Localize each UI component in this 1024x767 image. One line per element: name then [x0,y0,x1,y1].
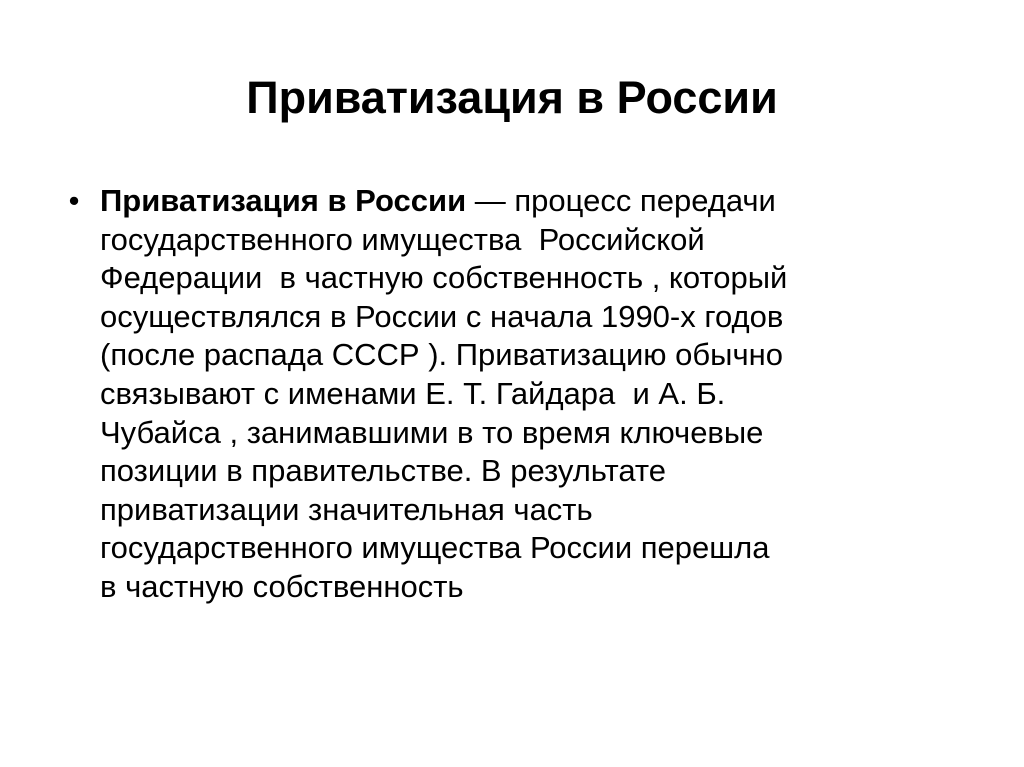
bullet-line: позиции в правительстве. В результате [100,453,667,489]
slide-content [60,182,980,607]
bullet-line: Чубайса , занимавшими в то время ключевые [100,414,764,450]
bullet-line: Федерации в частную собственность , который [100,260,788,296]
bullet-line: связывают с именами Е. Т. Гайдара и А. Б. [100,375,726,411]
slide-title: Приватизация в России [246,72,778,123]
bullet-line: осуществлялся в России с начала 1990-х годов [100,298,784,334]
bullet-line-text: — процесс передачи [466,183,776,218]
bullet-line: государственного имущества Российской [100,221,705,257]
bullet-item [60,182,980,607]
bullet-line: государственного имущества России перешла [100,530,770,566]
bullet-line-1 [100,182,980,221]
bullet-text [100,182,980,607]
bullet-term: Приватизация в России [100,183,467,218]
bullet-marker: • [68,183,80,218]
bullet-line: приватизации значительная часть [100,491,593,527]
bullet-line: (после распада СССР ). Приватизацию обычно [100,337,783,373]
bullet-line: в частную собственность [100,568,464,604]
